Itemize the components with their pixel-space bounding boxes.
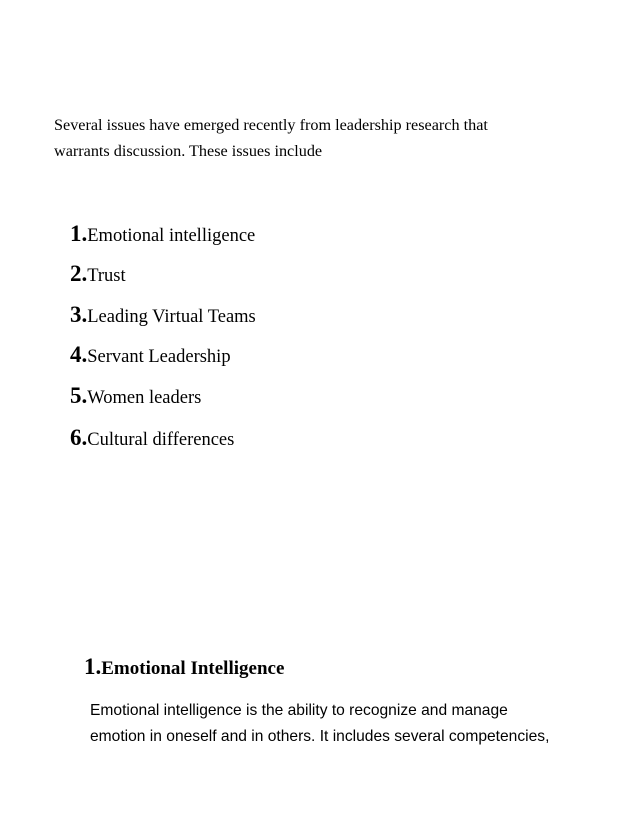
section-title: Emotional Intelligence — [101, 658, 285, 679]
list-item — [70, 426, 234, 452]
section-heading — [84, 654, 284, 682]
body-line-2: emotion in oneself and in others. It includes several competencies, — [90, 728, 550, 745]
section-body — [90, 698, 610, 750]
intro-line-2: warrants discussion. These issues include — [54, 142, 323, 160]
list-item-number: 1. — [70, 221, 88, 246]
list-item-text: Trust — [87, 266, 126, 286]
list-item — [70, 262, 126, 288]
list-item — [70, 303, 256, 329]
list-item-number: 4. — [70, 342, 88, 367]
list-item-text: Servant Leadership — [87, 347, 231, 367]
list-item-text: Women leaders — [87, 388, 202, 408]
list-item-text: Emotional intelligence — [87, 226, 256, 246]
list-item-number: 3. — [70, 302, 88, 327]
intro-paragraph — [54, 112, 614, 164]
list-item-text: Leading Virtual Teams — [87, 307, 256, 327]
body-line-1: Emotional intelligence is the ability to recognize and manage — [90, 702, 508, 719]
intro-line-1: Several issues have emerged recently from leadership research that — [54, 116, 488, 134]
list-item — [70, 222, 255, 248]
list-item — [70, 343, 231, 369]
section-number: 1. — [84, 654, 102, 679]
list-item-text: Cultural differences — [87, 430, 235, 450]
list-item — [70, 384, 201, 410]
list-item-number: 5. — [70, 383, 88, 408]
list-item-number: 2. — [70, 261, 88, 286]
list-item-number: 6. — [70, 425, 88, 450]
